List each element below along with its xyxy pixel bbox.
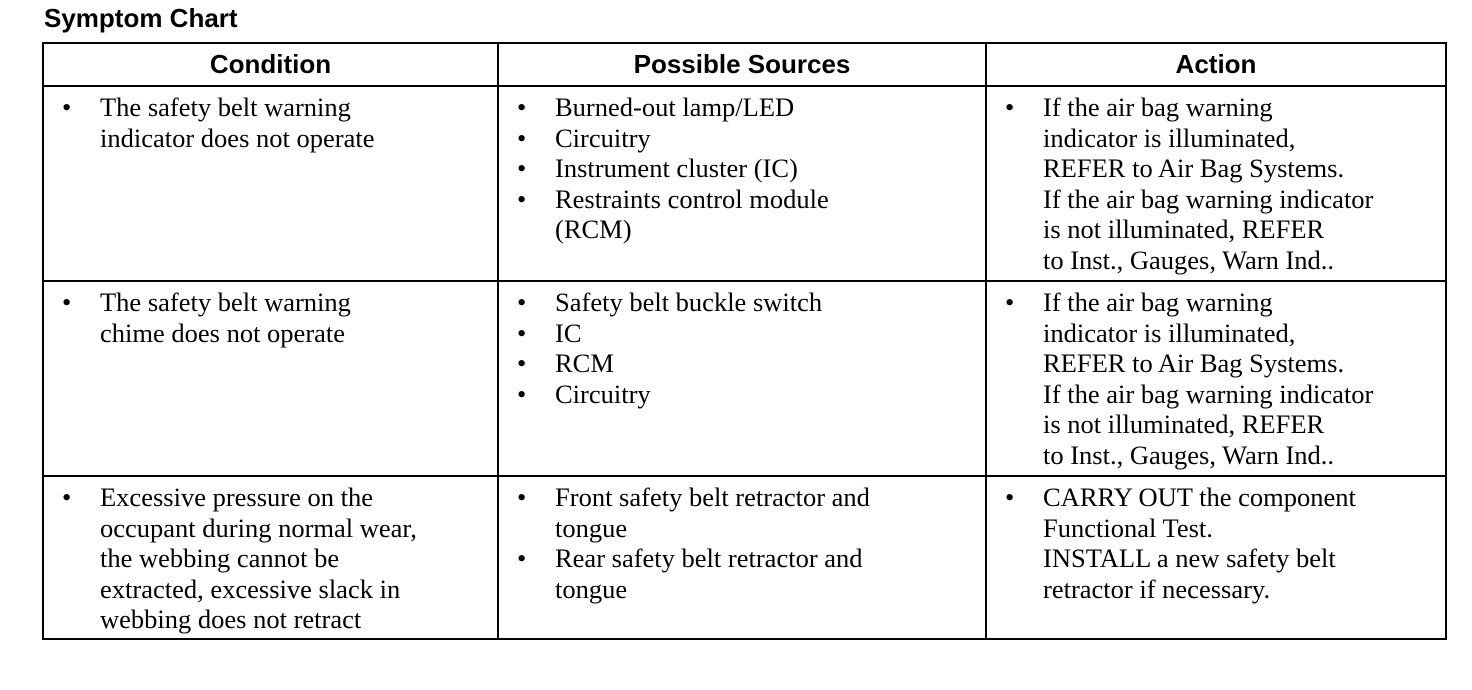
action-line: is not illuminated, REFER [1043,214,1325,244]
column-header-possible-sources: Possible Sources [498,43,986,86]
bullet-icon: • [517,122,527,153]
source-line: tongue [555,573,628,604]
condition-line: the webbing cannot be [100,543,340,573]
condition-line: chime does not operate [100,317,346,348]
condition-item [54,92,489,153]
action-line: If the air bag warning indicator [1043,183,1374,214]
bullet-icon: • [62,92,72,122]
sources-cell [498,476,986,639]
symptom-table [42,42,1447,640]
bullet-icon: • [517,317,527,348]
bullet-icon: • [1005,482,1015,512]
action-line: If the air bag warning indicator [1043,378,1374,409]
source-item [509,184,977,245]
action-line: indicator is illuminated, [1043,122,1296,153]
bullet-icon: • [517,153,527,183]
bullet-icon: • [62,287,72,317]
source-line: Circuitry [555,378,651,409]
action-item [1005,92,1437,184]
condition-line: occupant during normal wear, [100,512,417,543]
bullet-icon: • [517,92,527,122]
bullet-icon: • [517,287,527,317]
table-header-row [43,43,1446,86]
source-item [509,92,977,123]
condition-line: extracted, excessive slack in [100,573,401,604]
condition-line: webbing does not retract [100,604,362,634]
condition-item [54,482,489,635]
source-line: (RCM) [555,214,632,244]
action-item [1043,543,1437,604]
source-line: Restraints control module [555,183,829,214]
source-line: RCM [555,348,614,378]
source-item [509,318,977,349]
condition-cell [43,281,498,476]
action-line: is not illuminated, REFER [1043,409,1325,439]
sources-cell [498,281,986,476]
source-item [509,348,977,379]
bullet-icon: • [1005,287,1015,317]
source-item [509,153,977,184]
condition-item [54,287,489,348]
source-line: Instrument cluster (IC) [555,153,798,183]
action-line: retractor if necessary. [1043,573,1271,604]
bullet-icon: • [517,543,527,573]
source-line: Front safety belt retractor and [555,482,870,512]
condition-line: Excessive pressure on the [100,482,374,512]
bullet-icon: • [517,348,527,378]
action-cell [986,476,1446,639]
source-line: tongue [555,512,628,543]
source-line: Rear safety belt retractor and [555,543,863,573]
action-line: If the air bag warning [1043,92,1273,122]
condition-line: indicator does not operate [100,122,375,153]
page-title: Symptom Chart [44,3,238,33]
bullet-icon: • [517,482,527,512]
condition-cell [43,86,498,281]
source-item [509,543,977,604]
action-item [1043,184,1437,276]
action-cell [986,281,1446,476]
source-line: Burned-out lamp/LED [555,92,795,122]
condition-line: The safety belt warning [100,92,351,122]
sources-cell [498,86,986,281]
source-item [509,379,977,410]
table-row [43,281,1446,476]
action-item [1005,482,1437,543]
source-item [509,287,977,318]
table-row [43,476,1446,639]
action-item [1043,379,1437,471]
bullet-icon: • [517,378,527,409]
action-line: INSTALL a new safety belt [1043,543,1336,573]
action-cell [986,86,1446,281]
source-line: Circuitry [555,122,651,153]
source-item [509,482,977,543]
condition-cell [43,476,498,639]
action-line: If the air bag warning [1043,287,1273,317]
source-item [509,123,977,154]
action-line: indicator is illuminated, [1043,317,1296,348]
action-line: CARRY OUT the component [1043,482,1356,512]
source-line: Safety belt buckle switch [555,287,823,317]
bullet-icon: • [1005,92,1015,122]
action-line: to Inst., Gauges, Warn Ind.. [1043,439,1335,470]
column-header-condition: Condition [43,43,498,86]
action-line: REFER to Air Bag Systems. [1043,153,1345,183]
bullet-icon: • [517,183,527,214]
condition-line: The safety belt warning [100,287,351,317]
source-line: IC [555,317,582,348]
action-line: Functional Test. [1043,512,1213,543]
bullet-icon: • [62,482,72,512]
action-line: REFER to Air Bag Systems. [1043,348,1345,378]
column-header-action: Action [986,43,1446,86]
table-row [43,86,1446,281]
action-line: to Inst., Gauges, Warn Ind.. [1043,244,1335,275]
action-item [1005,287,1437,379]
